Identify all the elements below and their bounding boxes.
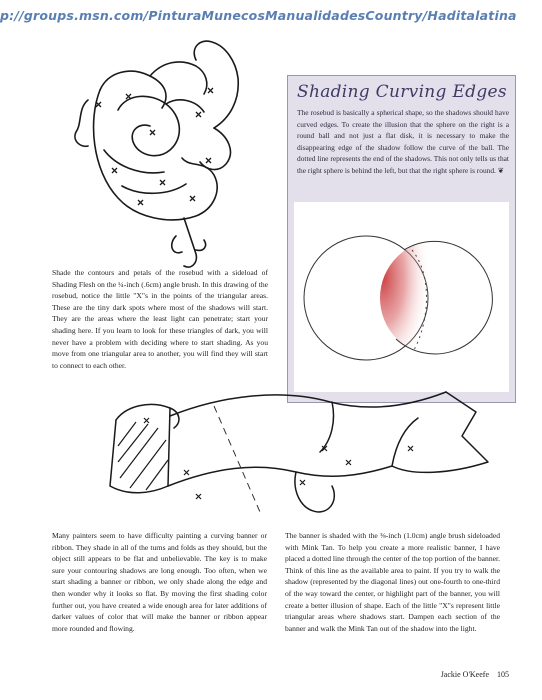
footer-author: Jackie O'Keefe [440, 670, 489, 679]
rosebud-paragraph: Shade the contours and petals of the rosebud with a sideload of Shading Flesh on the ¼-inch (.6cm) angle brush. In this drawing of the rosebud, notice the little "X"s in the points of the triangular areas. These are the tiny dark spots where most of the shadows will start. They are the areas where the least light can penetrate; start your shading here. If you learn to look for these triangles of dark, you will never have a problem with deciding where to start shading. As you move from one triangular area to another, you will find they will start to connect to each other. [52, 268, 268, 370]
footer-page-number: 105 [497, 670, 509, 679]
sphere-diagram [294, 202, 509, 392]
page-footer [441, 670, 509, 679]
banner-paragraph-left: Many painters seem to have difficulty painting a curving banner or ribbon. They shade in all of the turns and folds as they should, but the object still appears to be flat and unbelievable. The key is to make sure your contouring shadows are long enough. Too often, when we start shading a banner or ribbon, we only shade along the edge and then wonder why it looks so flat. By moving the first shading color further out, you have created a wide enough area for later additions of darker values of color that will make the banner or ribbon appear more rounded and flowing. [52, 531, 267, 633]
banner-paragraph-right: The banner is shaded with the ⅜-inch (1.0cm) angle brush sideloaded with Mink Tan. To help you create a more realistic banner, I have placed a dotted line through the center of the top portion of the banner. Think of this line as the available area to paint. If you try to walk the shadow (represented by the diagonal lines) out one-fourth to one-third of the way toward the center, or highlight part of the banner, you will create a better illusion of shape. Each of the little "X"s represent little triangular areas where shadows start. Dampen each section of the banner and walk the Mink Tan out of the shadow into the light. [285, 531, 500, 633]
right-sphere-shadow [374, 232, 434, 362]
watermark-url: p://groups.msn.com/PinturaMunecosManualidadesCountry/Haditalatina [0, 8, 517, 23]
sidebar-box [287, 75, 516, 403]
sidebar-title: Shading Curving Edges [297, 82, 507, 102]
sidebar-text: The rosebud is basically a spherical shape, so the shadows should have curved edges. To create the illusion that the sphere on the right is a round ball and not just a flat disk, it is necessary to make the disappearing edge of the shadow follow the curve of the ball. The dotted line represents the end of the shadows. This not only tells us that the right sphere is behind the left, but that the right sphere is round. ❦ [297, 108, 509, 175]
